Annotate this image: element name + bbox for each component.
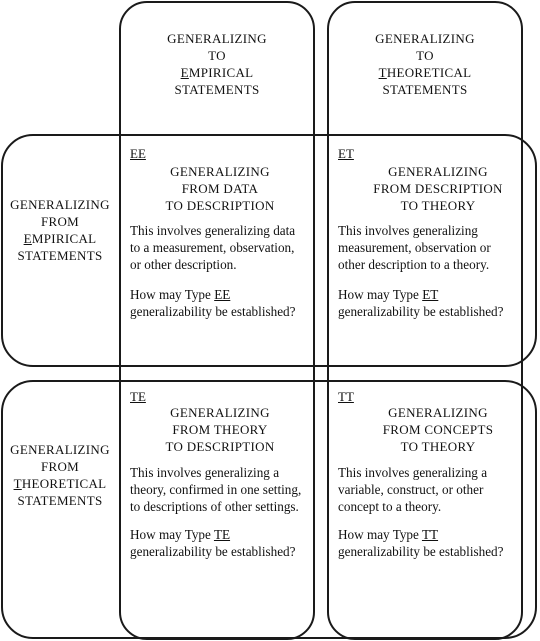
header-line xyxy=(327,64,523,81)
header-line xyxy=(4,475,116,492)
title-line: TO DESCRIPTION xyxy=(165,198,275,213)
header-line: STATEMENTS xyxy=(382,82,468,97)
title-line: TO THEORY xyxy=(400,439,476,454)
title-line: FROM CONCEPTS xyxy=(382,422,494,437)
cell-description xyxy=(338,464,534,515)
description-line: theory, confirmed in one setting, xyxy=(130,482,302,497)
header-line: GENERALIZING xyxy=(167,31,267,46)
column-header-empirical xyxy=(119,30,315,98)
question-suffix: generalizability be established? xyxy=(338,304,504,319)
header-line: STATEMENTS xyxy=(17,248,103,263)
description-line: measurement, observation or xyxy=(338,240,491,255)
title-line: TO DESCRIPTION xyxy=(165,439,275,454)
description-line: to a measurement, observation, xyxy=(130,240,295,255)
row-header-theoretical xyxy=(4,441,116,509)
description-line: or other description. xyxy=(130,257,237,272)
question-code: TT xyxy=(421,527,439,542)
cell-title xyxy=(343,404,533,455)
row-header-empirical xyxy=(4,196,116,264)
question-prefix: How may Type xyxy=(130,527,214,542)
description-line: This involves generalizing a xyxy=(130,465,280,480)
header-rest: HEORETICAL xyxy=(21,476,107,491)
title-line: FROM DATA xyxy=(181,181,259,196)
description-line: This involves generalizing a xyxy=(338,465,488,480)
header-line: STATEMENTS xyxy=(174,82,260,97)
question-prefix: How may Type xyxy=(130,287,215,302)
title-line: FROM DESCRIPTION xyxy=(373,181,503,196)
header-rest: MPIRICAL xyxy=(188,65,254,80)
cell-question xyxy=(130,286,315,320)
header-line: FROM xyxy=(40,214,80,229)
title-line: GENERALIZING xyxy=(388,164,488,179)
question-code: ET xyxy=(422,287,439,302)
question-suffix: generalizability be established? xyxy=(130,304,296,319)
question-suffix: generalizability be established? xyxy=(338,544,504,559)
header-initial: T xyxy=(378,65,387,80)
description-line: other description to a theory. xyxy=(338,257,490,272)
question-prefix: How may Type xyxy=(338,527,422,542)
header-line: TO xyxy=(416,48,434,63)
question-code: TE xyxy=(213,527,231,542)
header-line: STATEMENTS xyxy=(17,493,103,508)
header-line: GENERALIZING xyxy=(10,197,110,212)
cell-title xyxy=(130,404,310,455)
header-line xyxy=(119,64,315,81)
header-line xyxy=(4,230,116,247)
header-line: GENERALIZING xyxy=(375,31,475,46)
cell-question xyxy=(338,286,534,320)
description-line: concept to a theory. xyxy=(338,499,442,514)
header-rest: MPIRICAL xyxy=(31,231,97,246)
header-line: GENERALIZING xyxy=(10,442,110,457)
header-initial: E xyxy=(180,65,189,80)
cell-code: EE xyxy=(130,146,146,161)
cell-description xyxy=(130,222,315,273)
cell-code: TE xyxy=(130,389,146,404)
cell-code: ET xyxy=(338,146,354,161)
cell-title xyxy=(343,163,533,214)
description-line: This involves generalizing data xyxy=(130,223,296,238)
description-line: variable, construct, or other xyxy=(338,482,484,497)
question-suffix: generalizability be established? xyxy=(130,544,296,559)
title-line: FROM THEORY xyxy=(172,422,268,437)
header-initial: E xyxy=(23,231,32,246)
title-line: GENERALIZING xyxy=(170,164,270,179)
column-header-theoretical xyxy=(327,30,523,98)
header-line: FROM xyxy=(40,459,80,474)
title-line: GENERALIZING xyxy=(388,405,488,420)
description-line: This involves generalizing xyxy=(338,223,478,238)
header-rest: HEORETICAL xyxy=(386,65,472,80)
title-line: TO THEORY xyxy=(400,198,476,213)
header-initial: T xyxy=(13,476,22,491)
title-line: GENERALIZING xyxy=(170,405,270,420)
cell-description xyxy=(130,464,320,515)
header-line: TO xyxy=(208,48,226,63)
cell-code: TT xyxy=(338,389,354,404)
cell-question xyxy=(130,526,320,560)
cell-question xyxy=(338,526,534,560)
cell-title xyxy=(130,163,310,214)
question-prefix: How may Type xyxy=(338,287,423,302)
description-line: to descriptions of other settings. xyxy=(130,499,299,514)
cell-description xyxy=(338,222,534,273)
question-code: EE xyxy=(214,287,231,302)
